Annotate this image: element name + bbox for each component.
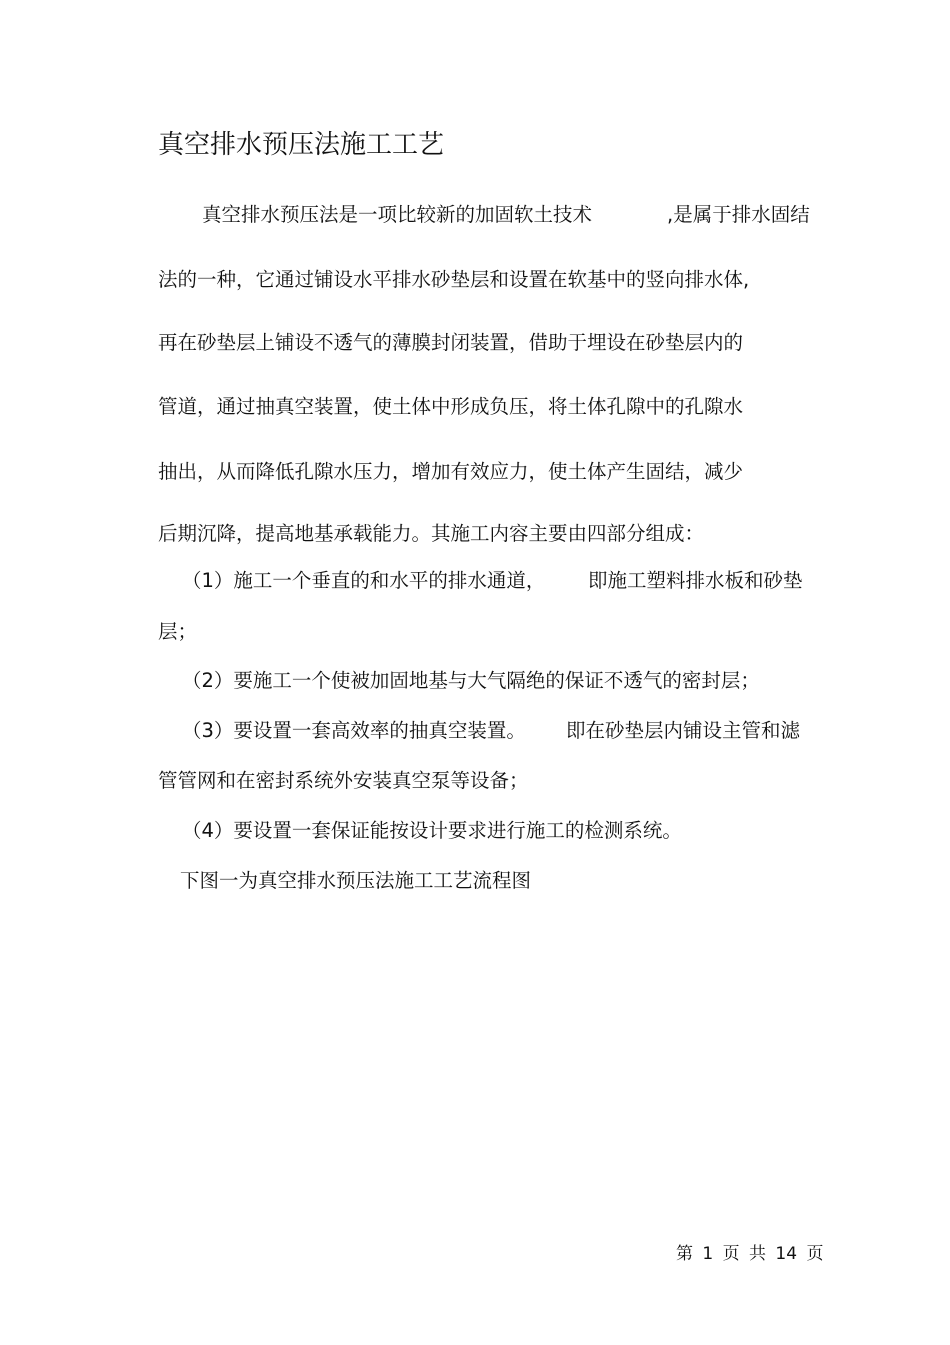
body-line: 法的一种，它通过铺设水平排水砂垫层和设置在软基中的竖向排水体, [158,268,750,291]
body-line: 抽出，从而降低孔隙水压力，增加有效应力，使土体产生固结，减少 [158,460,744,483]
body-line: 管道，通过抽真空装置，使土体中形成负压，将土体孔隙中的孔隙水 [158,395,744,418]
page-number: 第 1 页 共 14 页 [676,1244,824,1264]
figure-reference: 下图一为真空排水预压法施工工艺流程图 [180,869,532,892]
document-title: 真空排水预压法施工工艺 [158,130,445,160]
list-item-2: （2）要施工一个使被加固地基与大气隔绝的保证不透气的密封层； [182,669,760,692]
list-item-3-continued: 即在砂垫层内铺设主管和滤 [566,719,801,742]
list-item-1: （1）施工一个垂直的和水平的排水通道， [182,569,546,592]
body-line: ,是属于排水固结 [667,203,810,226]
list-item-4: （4）要设置一套保证能按设计要求进行施工的检测系统。 [182,819,682,842]
body-line: 再在砂垫层上铺设不透气的薄膜封闭装置，借助于埋设在砂垫层内的 [158,331,744,354]
list-item-3: （3）要设置一套高效率的抽真空装置。 [182,719,526,742]
list-item-1-continued: 即施工塑料排水板和砂垫 [588,569,803,592]
list-item-1-wrap: 层； [158,620,198,643]
body-line: 后期沉降，提高地基承载能力。其施工内容主要由四部分组成： [158,522,705,545]
body-line: 真空排水预压法是一项比较新的加固软土技术 [202,203,593,226]
list-item-3-wrap: 管管网和在密封系统外安装真空泵等设备； [158,769,529,792]
